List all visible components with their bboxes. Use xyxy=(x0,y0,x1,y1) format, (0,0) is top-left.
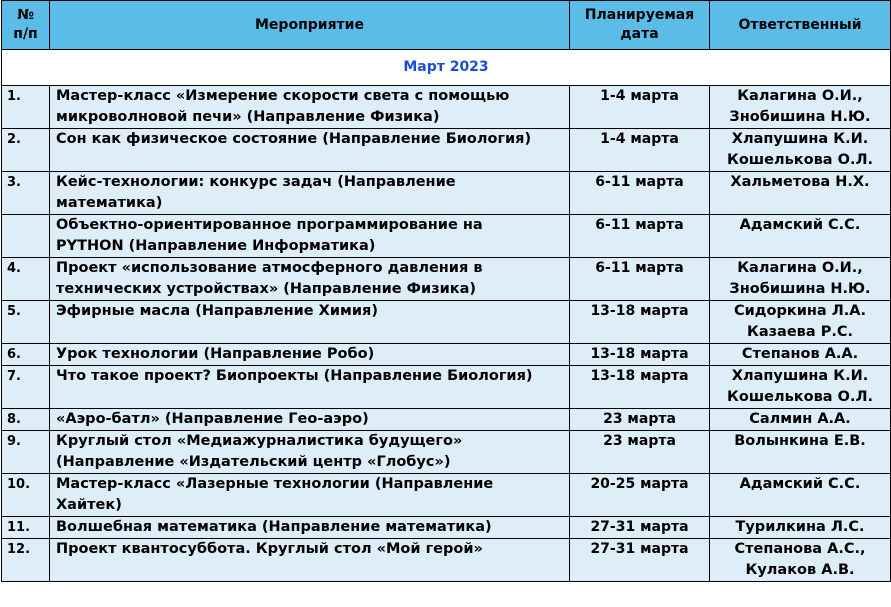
row-responsible-line: Кошелькова О.Л. xyxy=(726,389,874,405)
table-header xyxy=(2,1,891,50)
row-number: 6. xyxy=(2,344,50,366)
table-body xyxy=(2,86,891,582)
row-event xyxy=(50,215,570,258)
row-date: 1-4 марта xyxy=(570,129,710,172)
row-event-line: Хайтек) xyxy=(56,497,122,513)
row-responsible-line: Хальметова Н.Х. xyxy=(730,174,870,190)
row-event-line: Проект «использование атмосферного давления в xyxy=(56,260,483,276)
table-row xyxy=(2,86,891,129)
row-date: 13-18 марта xyxy=(570,344,710,366)
table-row xyxy=(2,539,891,582)
row-responsible-line: Турилкина Л.С. xyxy=(735,519,865,535)
row-responsible-line: Адамский С.С. xyxy=(739,217,861,233)
row-date: 23 марта xyxy=(570,409,710,431)
row-event xyxy=(50,431,570,474)
header-number-line: № xyxy=(17,7,34,23)
row-responsible xyxy=(710,129,891,172)
table-row xyxy=(2,258,891,301)
row-event xyxy=(50,172,570,215)
row-event-line: Проект квантосуббота. Круглый стол «Мой герой» xyxy=(56,541,483,557)
table-row xyxy=(2,474,891,517)
header-number-line: п/п xyxy=(13,26,38,42)
row-date: 13-18 марта xyxy=(570,301,710,344)
row-date: 1-4 марта xyxy=(570,86,710,129)
row-event xyxy=(50,474,570,517)
row-number: 1. xyxy=(2,86,50,129)
row-responsible xyxy=(710,258,891,301)
row-event xyxy=(50,366,570,409)
row-responsible xyxy=(710,215,891,258)
table-row xyxy=(2,344,891,366)
row-event-line: Эфирные масла (Направление Химия) xyxy=(56,303,378,319)
header-date xyxy=(570,1,710,50)
row-event xyxy=(50,344,570,366)
row-event-line: Круглый стол «Медиажурналистика будущего» xyxy=(56,433,463,449)
row-number: 8. xyxy=(2,409,50,431)
row-responsible xyxy=(710,86,891,129)
row-date: 20-25 марта xyxy=(570,474,710,517)
row-responsible-line: Салмин А.А. xyxy=(749,411,851,427)
row-event-line: Волшебная математика (Направление математика) xyxy=(56,519,492,535)
row-responsible-line: Кошелькова О.Л. xyxy=(726,152,874,168)
table-row xyxy=(2,129,891,172)
events-table xyxy=(1,0,891,582)
header-responsible: Ответственный xyxy=(710,1,891,50)
row-responsible-line: Степанова А.С., xyxy=(734,541,866,557)
row-event xyxy=(50,129,570,172)
table-row xyxy=(2,215,891,258)
row-responsible xyxy=(710,474,891,517)
row-event xyxy=(50,86,570,129)
row-event xyxy=(50,301,570,344)
row-number: 10. xyxy=(2,474,50,517)
row-number: 4. xyxy=(2,258,50,301)
header-event: Мероприятие xyxy=(50,1,570,50)
row-event-line: «Аэро-батл» (Направление Гео-аэро) xyxy=(56,411,369,427)
table-row xyxy=(2,172,891,215)
row-event-line: Сон как физическое состояние (Направление Биология) xyxy=(56,131,532,147)
row-event-line: PYTHON (Направление Информатика) xyxy=(56,238,376,254)
row-event-line: математика) xyxy=(56,195,163,211)
row-event-line: Мастер-класс «Лазерные технологии (Направление xyxy=(56,476,494,492)
table-row xyxy=(2,409,891,431)
row-event-line: Кейс-технологии: конкурс задач (Направление xyxy=(56,174,456,190)
row-event-line: технических устройствах» (Направление Физика) xyxy=(56,281,477,297)
row-responsible-line: Казаева Р.С. xyxy=(747,324,853,340)
row-date: 6-11 марта xyxy=(570,215,710,258)
row-responsible xyxy=(710,517,891,539)
row-responsible xyxy=(710,366,891,409)
row-responsible xyxy=(710,539,891,582)
row-event-line: Объектно-ориентированное программирование на xyxy=(56,217,483,233)
row-date: 27-31 марта xyxy=(570,517,710,539)
row-event xyxy=(50,409,570,431)
header-date-line: дата xyxy=(620,26,659,42)
row-event xyxy=(50,539,570,582)
row-responsible xyxy=(710,409,891,431)
row-responsible xyxy=(710,301,891,344)
row-number: 11. xyxy=(2,517,50,539)
row-responsible-line: Волынкина Е.В. xyxy=(734,433,866,449)
table-row xyxy=(2,301,891,344)
row-event-line: Что такое проект? Биопроекты (Направление Биология) xyxy=(56,368,533,384)
row-date: 23 марта xyxy=(570,431,710,474)
row-number: 3. xyxy=(2,172,50,215)
row-event-line: микроволновой печи» (Направление Физика) xyxy=(56,109,440,125)
header-date-line: Планируемая xyxy=(584,7,695,23)
row-responsible xyxy=(710,172,891,215)
row-event-line: (Направление «Издательский центр «Глобус») xyxy=(56,454,451,470)
row-event-line: Мастер-класс «Измерение скорости света с помощью xyxy=(56,88,510,104)
row-number: 9. xyxy=(2,431,50,474)
row-responsible-line: Хлапушина К.И. xyxy=(731,131,869,147)
table-row xyxy=(2,366,891,409)
row-number: 7. xyxy=(2,366,50,409)
table-row xyxy=(2,517,891,539)
row-date: 6-11 марта xyxy=(570,258,710,301)
row-responsible-line: Знобишина Н.Ю. xyxy=(729,281,871,297)
row-date: 13-18 марта xyxy=(570,366,710,409)
row-responsible xyxy=(710,344,891,366)
month-heading: Март 2023 xyxy=(2,50,891,86)
row-number: 5. xyxy=(2,301,50,344)
row-date: 6-11 марта xyxy=(570,172,710,215)
row-responsible-line: Калагина О.И., xyxy=(737,88,863,104)
row-responsible-line: Знобишина Н.Ю. xyxy=(729,109,871,125)
row-number xyxy=(2,215,50,258)
row-responsible-line: Хлапушина К.И. xyxy=(731,368,869,384)
row-number: 12. xyxy=(2,539,50,582)
row-date: 27-31 марта xyxy=(570,539,710,582)
row-responsible-line: Сидоркина Л.А. xyxy=(734,303,866,319)
table-row xyxy=(2,431,891,474)
row-number: 2. xyxy=(2,129,50,172)
row-event xyxy=(50,258,570,301)
row-responsible-line: Кулаков А.В. xyxy=(745,562,855,578)
row-event xyxy=(50,517,570,539)
row-responsible-line: Адамский С.С. xyxy=(739,476,861,492)
header-number xyxy=(2,1,50,50)
row-event-line: Урок технологии (Направление Робо) xyxy=(56,346,375,362)
row-responsible xyxy=(710,431,891,474)
row-responsible-line: Степанов А.А. xyxy=(741,346,859,362)
row-responsible-line: Калагина О.И., xyxy=(737,260,863,276)
